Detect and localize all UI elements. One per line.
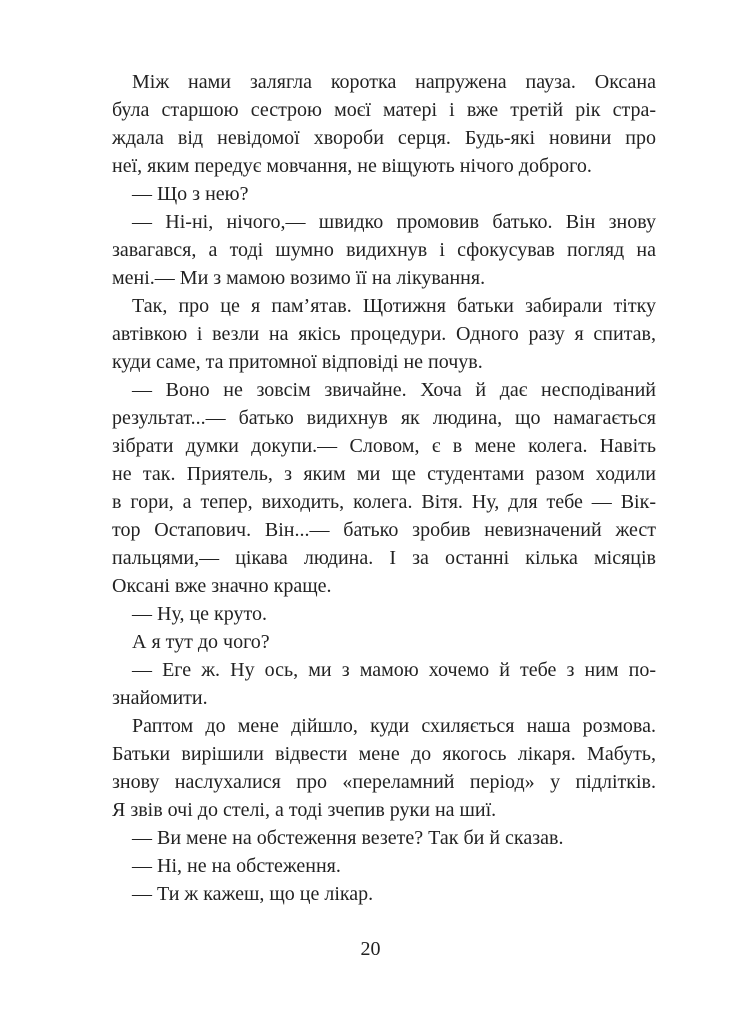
page-number: 20 [360, 938, 381, 960]
paragraph [112, 628, 656, 656]
text-line: завагався, а тоді шумно видихнув і сфокусував погляд на [112, 239, 656, 262]
text-line: автівкою і везли на якісь процедури. Одного разу я спитав, [112, 323, 656, 346]
text-line: — Ти ж кажеш, що це лікар. [132, 883, 374, 906]
paragraph [112, 656, 656, 712]
text-line: куди саме, та притомної відповіді не почув. [112, 351, 483, 374]
paragraph [112, 880, 656, 908]
text-line: була старшою сестрою моєї матері і вже третій рік стра- [112, 99, 656, 122]
text-line: Батьки вирішили відвести мене до якогось лікаря. Мабуть, [112, 743, 656, 766]
paragraph [112, 180, 656, 208]
paragraph [112, 208, 656, 292]
paragraph [112, 376, 656, 600]
text-line: Між нами залягла коротка напружена пауза. Оксана [132, 71, 656, 93]
text-line: Я звів очі до стелі, а тоді зчепив руки на шиї. [112, 799, 497, 822]
text-line: — Що з нею? [132, 183, 249, 206]
text-line: Раптом до мене дійшло, куди схиляється наша розмова. [132, 715, 656, 738]
text-line: Оксані вже значно краще. [112, 575, 332, 598]
text-line: результат...— батько видихнув як людина, що намагається [112, 407, 656, 430]
text-line: неї, яким передує мовчання, не віщують нічого доброго. [112, 155, 592, 178]
text-line: — Воно не зовсім звичайне. Хоча й дає несподіваний [132, 379, 656, 402]
text-line: — Еге ж. Ну ось, ми з мамою хочемо й тебе з ним по- [132, 659, 656, 682]
page-body-text [112, 68, 656, 908]
text-line: знову наслухалися про «переламний період» у підлітків. [112, 771, 656, 794]
paragraph [112, 852, 656, 880]
paragraph [112, 68, 656, 180]
text-line: тор Остапович. Він...— батько зробив невизначений жест [112, 519, 656, 542]
paragraph [112, 824, 656, 852]
paragraph [112, 712, 656, 824]
text-line: Так, про це я пам’ятав. Щотижня батьки забирали тітку [132, 295, 656, 318]
text-line: — Ви мене на обстеження везете? Так би й сказав. [132, 827, 564, 850]
text-line: зібрати думки докупи.— Словом, є в мене колега. Навіть [112, 435, 656, 458]
text-line: мені.— Ми з мамою возимо її на лікування. [112, 267, 486, 290]
text-line: — Ну, це круто. [132, 603, 267, 626]
text-line: в гори, а тепер, виходить, колега. Вітя. Ну, для тебе — Вік- [112, 491, 656, 514]
paragraph [112, 600, 656, 628]
text-line: — Ні, не на обстеження. [132, 855, 341, 878]
text-line: — Ні-ні, нічого,— швидко промовив батько. Він знову [132, 211, 656, 234]
text-line: ждала від невідомої хвороби серця. Будь-які новини про [112, 127, 656, 150]
text-line: знайомити. [112, 687, 208, 710]
text-line: А я тут до чого? [132, 631, 270, 654]
paragraph [112, 292, 656, 376]
text-line: пальцями,— цікава людина. І за останні кілька місяців [112, 547, 656, 570]
text-line: не так. Приятель, з яким ми ще студентами разом ходили [112, 463, 656, 486]
